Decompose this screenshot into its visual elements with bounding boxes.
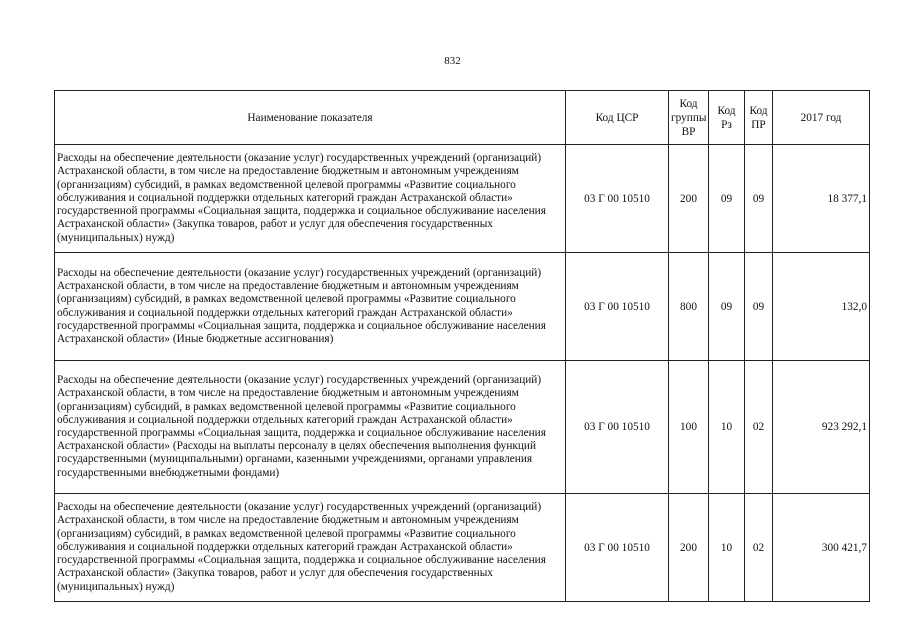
table-row	[55, 145, 870, 253]
row-csr: 03 Г 00 10510	[566, 145, 669, 253]
row-name: Расходы на обеспечение деятельности (оказание услуг) государственных учреждений (организаций) Астраханской области, в том числе на предоставление бюджетным и автономным учреждениям (организациям) субсидий, в рамках ведомственной целевой программы «Развитие социального обслуживания и социальной поддержки отдельных категорий граждан Астраханской области» государственной программы «Социальная защита, поддержка и социальное обслуживание населения Астраханской области» (Закупка товаров, работ и услуг для обеспечения государственных (муниципальных) нужд)	[55, 494, 566, 602]
row-name: Расходы на обеспечение деятельности (оказание услуг) государственных учреждений (организаций) Астраханской области, в том числе на предоставление бюджетным и автономным учреждениям (организациям) субсидий, в рамках ведомственной целевой программы «Развитие социального обслуживания и социальной поддержки отдельных категорий граждан Астраханской области» государственной программы «Социальная защита, поддержка и социальное обслуживание населения Астраханской области» (Иные бюджетные ассигнования)	[55, 253, 566, 361]
header-rz: Код Рз	[709, 91, 745, 145]
row-pr: 02	[745, 361, 773, 494]
row-rz: 09	[709, 253, 745, 361]
row-vr: 100	[669, 361, 709, 494]
header-name: Наименование показателя	[55, 91, 566, 145]
table-row	[55, 494, 870, 602]
row-pr: 09	[745, 253, 773, 361]
row-amount: 18 377,1	[773, 145, 870, 253]
row-rz: 09	[709, 145, 745, 253]
row-pr: 02	[745, 494, 773, 602]
row-name: Расходы на обеспечение деятельности (оказание услуг) государственных учреждений (организаций) Астраханской области, в том числе на предоставление бюджетным и автономным учреждениям (организациям) субсидий, в рамках ведомственной целевой программы «Развитие социального обслуживания и социальной поддержки отдельных категорий граждан Астраханской области» государственной программы «Социальная защита, поддержка и социальное обслуживание населения Астраханской области» (Закупка товаров, работ и услуг для обеспечения государственных (муниципальных) нужд)	[55, 145, 566, 253]
header-vr: Код группы ВР	[669, 91, 709, 145]
header-csr: Код ЦСР	[566, 91, 669, 145]
row-vr: 200	[669, 494, 709, 602]
row-csr: 03 Г 00 10510	[566, 494, 669, 602]
row-rz: 10	[709, 361, 745, 494]
row-pr: 09	[745, 145, 773, 253]
row-csr: 03 Г 00 10510	[566, 253, 669, 361]
row-csr: 03 Г 00 10510	[566, 361, 669, 494]
row-rz: 10	[709, 494, 745, 602]
table-header-row	[55, 91, 870, 145]
budget-table	[54, 90, 870, 602]
row-amount: 300 421,7	[773, 494, 870, 602]
header-year: 2017 год	[773, 91, 870, 145]
row-name: Расходы на обеспечение деятельности (оказание услуг) государственных учреждений (организаций) Астраханской области, в том числе на предоставление бюджетным и автономным учреждениям (организациям) субсидий, в рамках ведомственной целевой программы «Развитие социального обслуживания и социальной поддержки отдельных категорий граждан Астраханской области» государственной программы «Социальная защита, поддержка и социальное обслуживание населения Астраханской области» (Расходы на выплаты персоналу в целях обеспечения выполнения функций государственными (муниципальными) органами, казенными учреждениями, органами управления государственными внебюджетными фондами)	[55, 361, 566, 494]
row-vr: 800	[669, 253, 709, 361]
header-pr: Код ПР	[745, 91, 773, 145]
table-row	[55, 361, 870, 494]
row-vr: 200	[669, 145, 709, 253]
row-amount: 923 292,1	[773, 361, 870, 494]
row-amount: 132,0	[773, 253, 870, 361]
page-number: 832	[444, 55, 461, 67]
table-row	[55, 253, 870, 361]
